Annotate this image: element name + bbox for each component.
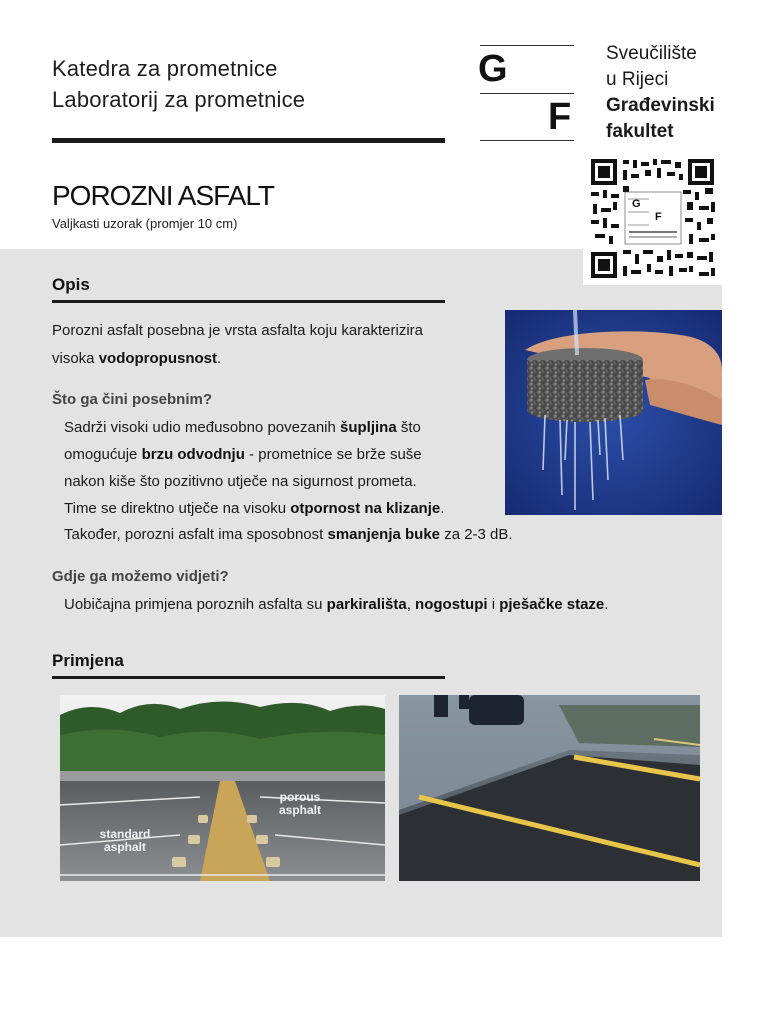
emphasis-parkiralista: parkirališta (326, 596, 407, 613)
where-text-g: . (604, 596, 609, 613)
where-line-1 (64, 596, 608, 613)
section-heading-primjena: Primjena (52, 651, 124, 670)
emphasis-vodopropusnost: vodopropusnost (98, 350, 218, 367)
university-name-1: Sveučilište (606, 43, 697, 64)
special-text-4a: Time se direktno utječe na visoku (64, 500, 291, 517)
qr-code-graphic (583, 152, 722, 285)
logo-letter-f: F (548, 96, 572, 138)
special-text-2c: - prometnice se brže suše (244, 446, 422, 463)
logo-line-middle (480, 93, 574, 94)
intro-end: . (217, 350, 222, 367)
label-standard-asphalt: standard asphalt (99, 827, 151, 854)
label-porous-asphalt: porous asphalt (278, 790, 321, 817)
logo-line-bottom (480, 140, 574, 141)
intro-line-2 (52, 350, 221, 367)
qr-logo-letter-g: G (632, 198, 641, 210)
opis-rule (52, 300, 445, 303)
sample-photo (505, 310, 722, 515)
emphasis-nogostupi: nogostupi (415, 596, 488, 613)
qr-logo-letter-f: F (655, 211, 662, 223)
parking-lot-photo (60, 695, 385, 881)
department-name: Katedra za prometnice (52, 56, 278, 81)
section-heading-opis: Opis (52, 275, 90, 294)
intro-line-1: Porozni asfalt posebna je vrsta asfalta koju karakterizira (52, 322, 424, 339)
where-text-a: Uobičajna primjena poroznih asfalta su (64, 596, 327, 613)
special-text-2a: omogućuje (64, 446, 142, 463)
intro-text: visoka (52, 350, 99, 367)
emphasis-pjesacke-staze: pješačke staze (499, 596, 605, 613)
university-name-2: u Rijeci (606, 69, 669, 90)
emphasis-brzu-odvodnju: brzu odvodnju (141, 446, 245, 463)
logo-letter-g: G (478, 48, 508, 90)
emphasis-otpornost: otpornost na klizanje (290, 500, 441, 517)
wet-asphalt-photo (399, 695, 700, 881)
logo-line-top (480, 45, 574, 46)
laboratory-name: Laboratorij za prometnice (52, 87, 306, 112)
special-line-1 (64, 419, 421, 436)
special-line-4 (64, 500, 444, 517)
special-line-5 (64, 526, 513, 543)
special-text-1a: Sadrži visoki udio međusobno povezanih (64, 419, 340, 436)
emphasis-supljina: šupljina (340, 419, 397, 436)
qr-code[interactable] (583, 152, 722, 285)
question-where: Gdje ga možemo vidjeti? (52, 568, 229, 585)
special-text-5a: Također, porozni asfalt ima sposobnost (64, 526, 328, 543)
where-text-c: , (406, 596, 416, 613)
faculty-logo (478, 40, 723, 150)
faculty-name-2: fakultet (606, 121, 674, 142)
page-title: POROZNI ASFALT (52, 180, 274, 211)
page-subtitle: Valjkasti uzorak (promjer 10 cm) (52, 216, 238, 231)
faculty-name-1: Građevinski (606, 95, 715, 116)
special-text-4c: . (440, 500, 445, 517)
special-line-2 (64, 446, 422, 463)
header-rule (52, 138, 445, 143)
special-line-3: nakon kiše što pozitivno utječe na sigurnost prometa. (64, 473, 417, 490)
question-special: Što ga čini posebnim? (52, 391, 213, 408)
where-text-e: i (487, 596, 500, 613)
special-text-5c: za 2-3 dB. (440, 526, 513, 543)
emphasis-smanjenja-buke: smanjenja buke (327, 526, 441, 543)
primjena-rule (52, 676, 445, 679)
special-text-1c: što (396, 419, 421, 436)
